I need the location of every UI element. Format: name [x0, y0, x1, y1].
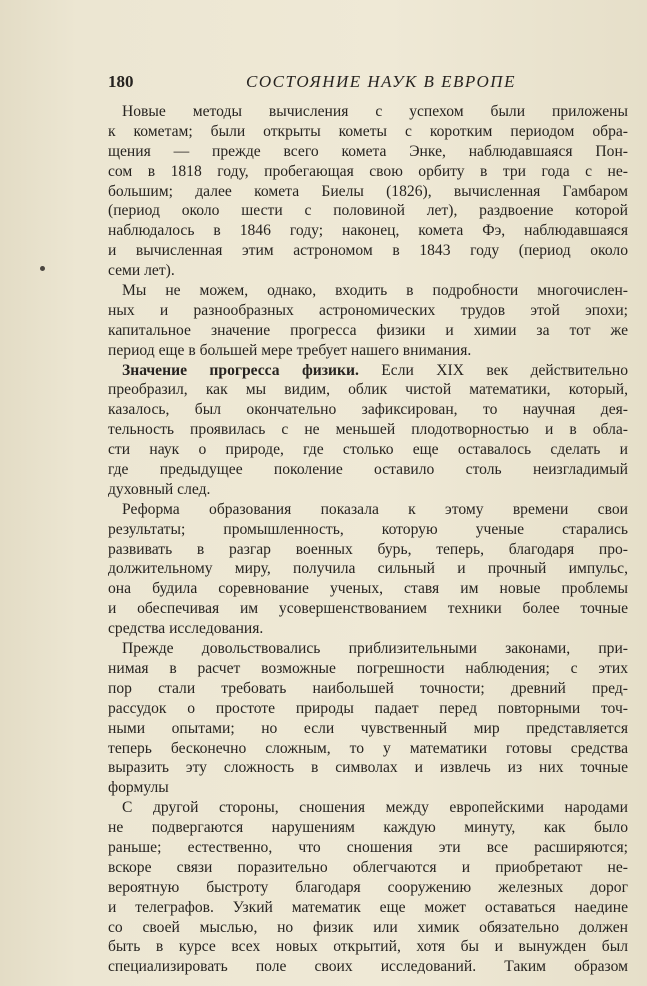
text-line: духовный след.	[108, 480, 211, 498]
text-line: щения — прежде всего комета Энке, наблюдавшаяся Пон-	[108, 142, 628, 160]
text-line: ных и разнообразных астрономических трудов этой эпохи;	[108, 301, 628, 319]
text-line: Прежде довольствовались приблизительными законами, при-	[122, 640, 628, 658]
text-line: сом в 1818 году, пробегающая свою орбиту в три года с не-	[108, 162, 628, 180]
text-line: и телеграфов. Узкий математик еще может оставаться наедине	[108, 898, 628, 916]
text-line: где предыдущее поколение оставило столь неизгладимый	[108, 461, 628, 479]
text-line: семи лет).	[108, 262, 175, 280]
text-line: выразить эту сложность в символах и извлечь из них точные	[108, 759, 628, 777]
page-number: 180	[108, 72, 134, 91]
body-text	[108, 102, 628, 977]
text-line: нимая в расчет возможные погрешности наблюдения; с этих	[108, 659, 628, 677]
text-line: средства исследования.	[108, 620, 264, 638]
text-line: капитальное значение прогресса физики и химии за тот же	[108, 321, 628, 339]
text-line	[108, 361, 628, 381]
text-line: пор стали требовать наибольшей точности; древний пред-	[108, 679, 628, 697]
text-line: должительному миру, получила сильный и прочный импульс,	[108, 560, 628, 578]
text-line: вероятную быстроту благодаря сооружению железных дорог	[108, 878, 628, 896]
text-line: теперь бесконечно сложным, то у математики готовы средства	[108, 739, 628, 757]
text-line: развивать в разгар военных бурь, теперь, благодаря про-	[108, 540, 628, 558]
paragraph-2	[108, 281, 628, 361]
text-line: и обеспечивая им усовершенствованием техники более точные	[108, 600, 628, 618]
paragraph-3	[108, 361, 628, 500]
text-line: и вычисленная этим астрономом в 1843 году (период около	[108, 242, 628, 260]
text-line: период еще в большей мере требует нашего внимания.	[108, 341, 472, 359]
paragraph-5	[108, 639, 628, 798]
text-line: со своей мыслью, но физик или химик обязательно должен	[108, 918, 628, 936]
text-line: формулы	[108, 779, 169, 797]
text-line: не подвергаются нарушениям каждую минуту, как было	[108, 819, 628, 837]
text-line: результаты; промышленность, которую ученые старались	[108, 520, 628, 538]
margin-mark	[40, 266, 45, 271]
text-line: Реформа образования показала к этому времени свои	[122, 500, 628, 518]
paragraph-1	[108, 102, 628, 281]
text-line: тельность проявилась с не меньшей плодотворностью и в обла-	[108, 421, 628, 439]
text-line: С другой стороны, сношения между европейскими народами	[122, 799, 628, 817]
page-header	[108, 72, 628, 94]
text-line: раньше; естественно, что сношения эти все расширяются;	[108, 838, 628, 856]
text-line: быть в курсе всех новых открытий, хотя бы и вынужден был	[108, 938, 628, 956]
text-line: рассудок о простоте природы падает перед повторными точ-	[108, 699, 628, 717]
text-line: наблюдалось в 1846 году; наконец, комета Фэ, наблюдавшаяся	[108, 222, 628, 240]
text-line: она будила соревнование ученых, ставя им новые проблемы	[108, 580, 628, 598]
text-fragment: Если XIX век действительно	[381, 361, 628, 379]
text-line: преобразил, как мы видим, облик чистой математики, который,	[108, 381, 628, 399]
text-line: большим; далее комета Биелы (1826), вычисленная Гамбаром	[108, 182, 628, 200]
paragraph-4	[108, 500, 628, 639]
text-line: к кометам; были открыты кометы с коротким периодом обра-	[108, 122, 628, 140]
text-line: Новые методы вычисления с успехом были приложены	[122, 103, 628, 120]
text-line: ными опытами; но если чувственный мир представляется	[108, 719, 628, 737]
running-title: СОСТОЯНИЕ НАУК В ЕВРОПЕ	[246, 72, 516, 91]
text-line: вскоре связи поразительно облегчаются и приобретают не-	[108, 858, 628, 876]
text-line: специализировать поле своих исследований. Таким образом	[108, 958, 628, 976]
section-sidehead: Значение прогресса физики.	[122, 361, 359, 379]
text-line: сти наук о природе, где столько еще оставалось сделать и	[108, 441, 628, 459]
paragraph-6	[108, 798, 628, 977]
text-line: (период около шести с половиной лет), раздвоение которой	[108, 202, 628, 220]
text-line: казалось, был окончательно зафиксирован, то научная дея-	[108, 401, 628, 419]
text-line: Мы не можем, однако, входить в подробности многочислен-	[122, 282, 628, 300]
